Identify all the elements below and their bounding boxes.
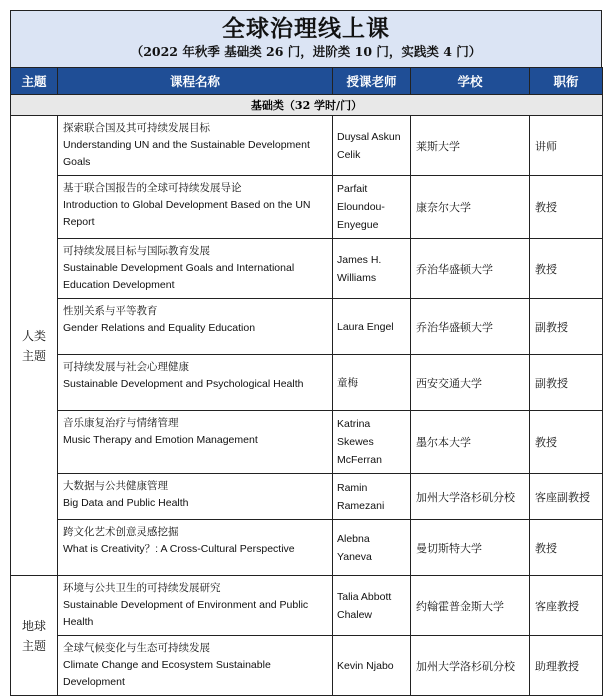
course-cell (58, 116, 333, 176)
course-name-en: Sustainable Development and Psychological Health (63, 378, 304, 390)
course-name-en: Sustainable Development Goals and International Education Development (63, 262, 295, 291)
theme-earth: 地球 主题 (11, 576, 58, 696)
header-course: 课程名称 (58, 68, 333, 95)
theme-human: 人类 主题 (11, 116, 58, 576)
table-row (11, 520, 603, 576)
teacher-cell: Parfait Eloundou-Enyegue (333, 176, 411, 239)
category-row (11, 95, 603, 116)
school-cell: 约翰霍普金斯大学 (411, 576, 530, 636)
rank-cell: 教授 (530, 411, 603, 474)
category-label: 基础类（32 学时/门） (11, 95, 603, 116)
course-name-en: Understanding UN and the Sustainable Development Goals (63, 139, 310, 168)
course-name-en: What is Creativity？: A Cross-Cultural Perspective (63, 543, 295, 555)
teacher-cell: James H. Williams (333, 239, 411, 299)
rank-cell: 教授 (530, 176, 603, 239)
course-name-en: Sustainable Development of Environment and Public Health (63, 599, 309, 628)
teacher-cell: Kevin Njabo (333, 636, 411, 696)
course-name-cn: 音乐康复治疗与情绪管理 (63, 417, 179, 429)
table-row (11, 239, 603, 299)
rank-cell: 副教授 (530, 355, 603, 411)
course-cell (58, 474, 333, 520)
school-cell: 墨尔本大学 (411, 411, 530, 474)
course-cell (58, 239, 333, 299)
table-row (11, 474, 603, 520)
table-row (11, 116, 603, 176)
course-name-en: Climate Change and Ecosystem Sustainable Development (63, 659, 271, 688)
header-teacher: 授课老师 (333, 68, 411, 95)
table-row (11, 299, 603, 355)
course-name-cn: 环境与公共卫生的可持续发展研究 (63, 582, 221, 594)
teacher-cell: Talia Abbott Chalew (333, 576, 411, 636)
course-name-cn: 跨文化艺术创意灵感挖掘 (63, 526, 179, 538)
rank-cell: 副教授 (530, 299, 603, 355)
table-row (11, 176, 603, 239)
course-name-en: Music Therapy and Emotion Management (63, 434, 258, 446)
table-header-row (11, 68, 603, 95)
school-cell: 乔治华盛顿大学 (411, 239, 530, 299)
school-cell: 乔治华盛顿大学 (411, 299, 530, 355)
rank-cell: 客座副教授 (530, 474, 603, 520)
rank-cell: 客座教授 (530, 576, 603, 636)
course-name-cn: 可持续发展目标与国际教育发展 (63, 245, 210, 257)
rank-cell: 助理教授 (530, 636, 603, 696)
course-name-cn: 大数据与公共健康管理 (63, 480, 168, 492)
course-cell (58, 411, 333, 474)
course-name-cn: 可持续发展与社会心理健康 (63, 361, 189, 373)
course-name-cn: 探索联合国及其可持续发展目标 (63, 122, 210, 134)
course-name-en: Gender Relations and Equality Education (63, 322, 256, 334)
course-cell (58, 355, 333, 411)
school-cell: 加州大学洛杉矶分校 (411, 636, 530, 696)
school-cell: 西安交通大学 (411, 355, 530, 411)
page-title: 全球治理线上课 (222, 15, 390, 42)
course-name-en: Big Data and Public Health (63, 497, 189, 509)
teacher-cell: 童梅 (333, 355, 411, 411)
header-rank: 职衔 (530, 68, 603, 95)
course-name-en: Introduction to Global Development Based on the UN Report (63, 199, 311, 228)
table-row (11, 576, 603, 636)
teacher-cell: Duysal Askun Celik (333, 116, 411, 176)
rank-cell: 教授 (530, 239, 603, 299)
teacher-cell: Laura Engel (333, 299, 411, 355)
teacher-cell: Alebna Yaneva (333, 520, 411, 576)
school-cell: 加州大学洛杉矶分校 (411, 474, 530, 520)
rank-cell: 教授 (530, 520, 603, 576)
course-name-cn: 基于联合国报告的全球可持续发展导论 (63, 182, 242, 194)
course-name-cn: 全球气候变化与生态可持续发展 (63, 642, 210, 654)
course-table (10, 67, 603, 696)
school-cell: 曼切斯特大学 (411, 520, 530, 576)
title-block (10, 10, 602, 67)
table-row (11, 411, 603, 474)
header-theme: 主题 (11, 68, 58, 95)
table-row (11, 636, 603, 696)
school-cell: 康奈尔大学 (411, 176, 530, 239)
header-school: 学校 (411, 68, 530, 95)
school-cell: 莱斯大学 (411, 116, 530, 176)
course-cell (58, 520, 333, 576)
course-cell (58, 176, 333, 239)
course-cell (58, 576, 333, 636)
course-cell (58, 299, 333, 355)
page-subtitle: （2022 年秋季 基础类 26 门，进阶类 10 门，实践类 4 门） (130, 44, 482, 59)
teacher-cell: Katrina Skewes McFerran (333, 411, 411, 474)
rank-cell: 讲师 (530, 116, 603, 176)
teacher-cell: Ramin Ramezani (333, 474, 411, 520)
course-name-cn: 性别关系与平等教育 (63, 305, 158, 317)
table-row (11, 355, 603, 411)
course-cell (58, 636, 333, 696)
course-sheet (10, 10, 602, 696)
